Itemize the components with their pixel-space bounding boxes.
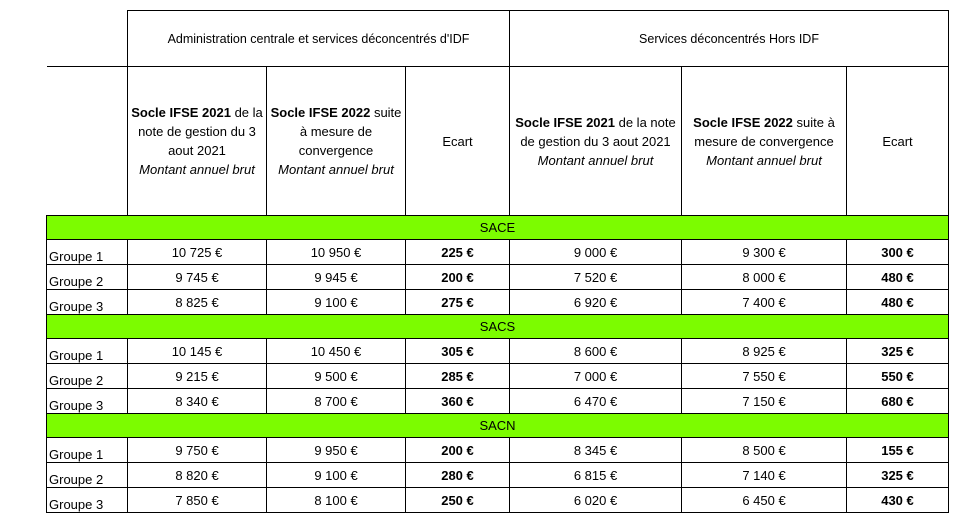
cell-idf-2021: 7 850 € (128, 488, 267, 513)
cell-hors-ecart: 680 € (847, 389, 949, 414)
header-bold: Socle IFSE 2021 (515, 114, 615, 130)
cell-idf-ecart: 360 € (406, 389, 510, 414)
cell-idf-ecart: 200 € (406, 438, 510, 463)
table-row (47, 438, 949, 463)
header-group-idf: Administration centrale et services déconcentrés d'IDF (128, 11, 510, 67)
cell-hors-2022: 7 550 € (682, 364, 847, 389)
cell-idf-2021: 8 340 € (128, 389, 267, 414)
cell-hors-2021: 6 815 € (510, 463, 682, 488)
header-idf-2022 (267, 67, 406, 216)
group-label: Groupe 2 (47, 364, 128, 389)
cell-idf-2022: 9 100 € (267, 463, 406, 488)
section-label: SACE (47, 216, 949, 240)
header-column-row (47, 67, 949, 216)
cell-hors-ecart: 325 € (847, 463, 949, 488)
section-label: SACS (47, 315, 949, 339)
header-idf-2021 (128, 67, 267, 216)
cell-idf-ecart: 275 € (406, 290, 510, 315)
header-blank (47, 11, 128, 67)
ifse-table (46, 10, 949, 513)
header-group-hors: Services déconcentrés Hors IDF (510, 11, 949, 67)
cell-idf-2021: 10 725 € (128, 240, 267, 265)
cell-hors-2022: 8 925 € (682, 339, 847, 364)
cell-idf-2022: 8 100 € (267, 488, 406, 513)
cell-hors-ecart: 550 € (847, 364, 949, 389)
cell-hors-2022: 9 300 € (682, 240, 847, 265)
table-row (47, 463, 949, 488)
cell-idf-ecart: 200 € (406, 265, 510, 290)
cell-hors-2021: 6 920 € (510, 290, 682, 315)
cell-hors-2022: 7 400 € (682, 290, 847, 315)
header-idf-ecart: Ecart (406, 67, 510, 216)
cell-hors-2021: 9 000 € (510, 240, 682, 265)
cell-hors-2021: 7 000 € (510, 364, 682, 389)
section-row-sace (47, 216, 949, 240)
cell-idf-2021: 10 145 € (128, 339, 267, 364)
cell-idf-2022: 10 450 € (267, 339, 406, 364)
cell-hors-ecart: 480 € (847, 265, 949, 290)
cell-idf-ecart: 250 € (406, 488, 510, 513)
table-row (47, 240, 949, 265)
cell-hors-2021: 7 520 € (510, 265, 682, 290)
cell-hors-ecart: 480 € (847, 290, 949, 315)
header-italic: Montant annuel brut (278, 162, 394, 177)
section-label: SACN (47, 414, 949, 438)
table-row (47, 389, 949, 414)
cell-hors-2021: 6 020 € (510, 488, 682, 513)
table-row (47, 339, 949, 364)
group-label: Groupe 3 (47, 290, 128, 315)
header-bold: Socle IFSE 2022 (270, 105, 371, 120)
cell-idf-2022: 9 500 € (267, 364, 406, 389)
group-label: Groupe 3 (47, 488, 128, 513)
cell-idf-2021: 8 820 € (128, 463, 267, 488)
header-hors-ecart: Ecart (847, 67, 949, 216)
cell-idf-2022: 8 700 € (267, 389, 406, 414)
group-label: Groupe 2 (47, 463, 128, 488)
header-hors-2021 (510, 67, 682, 216)
table-body (47, 216, 949, 513)
group-label: Groupe 1 (47, 339, 128, 364)
group-label: Groupe 1 (47, 438, 128, 463)
header-bold: Socle IFSE 2021 (131, 105, 231, 120)
cell-hors-2022: 6 450 € (682, 488, 847, 513)
section-row-sacn (47, 414, 949, 438)
header-text: suite à mesure de convergence (298, 105, 402, 158)
cell-idf-2021: 9 750 € (128, 438, 267, 463)
header-group-row (47, 11, 949, 67)
cell-hors-ecart: 325 € (847, 339, 949, 364)
cell-hors-2022: 8 500 € (682, 438, 847, 463)
cell-idf-ecart: 225 € (406, 240, 510, 265)
cell-hors-2021: 6 470 € (510, 389, 682, 414)
cell-idf-ecart: 305 € (406, 339, 510, 364)
header-hors-2022 (682, 67, 847, 216)
cell-idf-ecart: 285 € (406, 364, 510, 389)
cell-hors-2021: 8 600 € (510, 339, 682, 364)
group-label: Groupe 3 (47, 389, 128, 414)
table-row (47, 488, 949, 513)
cell-hors-2022: 7 140 € (682, 463, 847, 488)
cell-idf-2021: 9 215 € (128, 364, 267, 389)
cell-hors-2022: 7 150 € (682, 389, 847, 414)
cell-hors-2022: 8 000 € (682, 265, 847, 290)
group-label: Groupe 2 (47, 265, 128, 290)
header-bold: Socle IFSE 2022 (693, 114, 793, 130)
cell-idf-2022: 9 945 € (267, 265, 406, 290)
header-text: de la note de gestion du 3 aout 2021 (138, 105, 263, 158)
table-row (47, 364, 949, 389)
table-row (47, 265, 949, 290)
cell-idf-2021: 9 745 € (128, 265, 267, 290)
header-text: suite à mesure de convergence (694, 114, 835, 149)
header-italic: Montant annuel brut (706, 152, 822, 168)
header-italic: Montant annuel brut (139, 162, 255, 177)
cell-idf-2022: 9 950 € (267, 438, 406, 463)
cell-hors-2021: 8 345 € (510, 438, 682, 463)
cell-idf-2022: 10 950 € (267, 240, 406, 265)
cell-hors-ecart: 430 € (847, 488, 949, 513)
table-row (47, 290, 949, 315)
header-text: de la note de gestion du 3 aout 2021 (520, 114, 676, 149)
cell-hors-ecart: 300 € (847, 240, 949, 265)
cell-idf-2022: 9 100 € (267, 290, 406, 315)
cell-idf-ecart: 280 € (406, 463, 510, 488)
group-label: Groupe 1 (47, 240, 128, 265)
cell-hors-ecart: 155 € (847, 438, 949, 463)
header-italic: Montant annuel brut (537, 152, 654, 168)
section-row-sacs (47, 315, 949, 339)
cell-idf-2021: 8 825 € (128, 290, 267, 315)
header-blank (47, 67, 128, 216)
